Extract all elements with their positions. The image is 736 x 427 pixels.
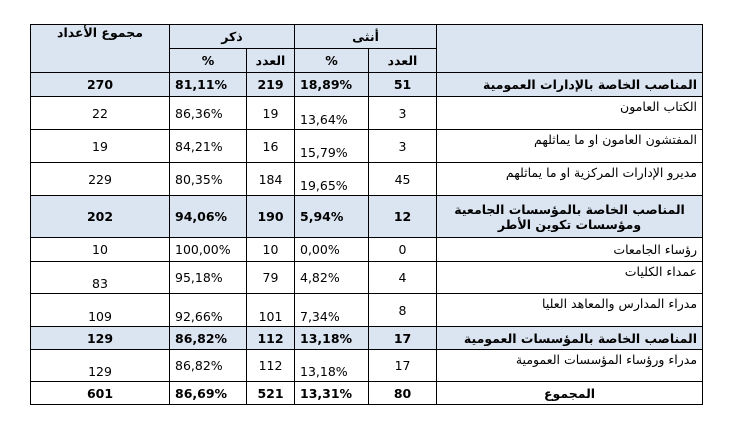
row-label: مدراء المدارس والمعاهد العليا [437,294,703,327]
row-total: 22 [31,97,170,130]
male-percent: 92,66% [170,294,247,327]
female-percent: 7,34% [295,294,369,327]
table-row [31,130,703,163]
table-row [31,97,703,130]
row-total: 19 [31,130,170,163]
row-total: 129 [31,350,170,382]
table-row [31,350,703,382]
table-row [31,196,703,238]
female-percent: 13,18% [295,350,369,382]
male-count: 184 [247,163,295,196]
header-male-percent: % [170,49,247,73]
row-total: 83 [31,262,170,294]
table-row [31,382,703,405]
female-count: 4 [369,262,437,294]
male-percent: 86,82% [170,350,247,382]
row-label: المفتشون العامون او ما يماثلهم [437,130,703,163]
male-count: 112 [247,350,295,382]
female-percent: 18,89% [295,73,369,97]
row-total: 601 [31,382,170,405]
male-count: 79 [247,262,295,294]
female-count: 3 [369,97,437,130]
row-label: الكتاب العامون [437,97,703,130]
row-total: 229 [31,163,170,196]
female-count: 3 [369,130,437,163]
female-count: 8 [369,294,437,327]
header-total: مجموع الأعداد [31,25,170,73]
female-percent: 4,82% [295,262,369,294]
female-count: 17 [369,327,437,350]
header-female-percent: % [295,49,369,73]
male-percent: 94,06% [170,196,247,238]
female-percent: 15,79% [295,130,369,163]
male-count: 112 [247,327,295,350]
header-male: ذكر [170,25,295,49]
row-label: عمداء الكليات [437,262,703,294]
male-count: 16 [247,130,295,163]
row-label: مدراء ورؤساء المؤسسات العمومية [437,350,703,382]
male-percent: 86,82% [170,327,247,350]
table-row [31,163,703,196]
female-percent: 13,18% [295,327,369,350]
header-female-count: العدد [369,49,437,73]
female-count: 45 [369,163,437,196]
male-count: 101 [247,294,295,327]
male-count: 521 [247,382,295,405]
female-percent: 13,31% [295,382,369,405]
male-percent: 80,35% [170,163,247,196]
male-percent: 84,21% [170,130,247,163]
row-label: المناصب الخاصة بالمؤسسات العمومية [437,327,703,350]
row-total: 10 [31,238,170,262]
row-label: المناصب الخاصة بالإدارات العمومية [437,73,703,97]
female-count: 0 [369,238,437,262]
male-percent: 95,18% [170,262,247,294]
row-label: مديرو الإدارات المركزية او ما يماثلهم [437,163,703,196]
row-total: 129 [31,327,170,350]
row-label: رؤساء الجامعات [437,238,703,262]
male-percent: 86,36% [170,97,247,130]
row-label: المناصب الخاصة بالمؤسسات الجامعية ومؤسسات تكوين الأطر [437,196,703,238]
female-percent: 0,00% [295,238,369,262]
statistics-table [30,24,703,405]
table-row [31,294,703,327]
male-percent: 100,00% [170,238,247,262]
male-percent: 81,11% [170,73,247,97]
male-count: 190 [247,196,295,238]
female-percent: 19,65% [295,163,369,196]
row-label: المجموع [437,382,703,405]
female-count: 17 [369,350,437,382]
female-percent: 13,64% [295,97,369,130]
table-row [31,238,703,262]
row-total: 109 [31,294,170,327]
row-total: 202 [31,196,170,238]
table-row [31,327,703,350]
table-row [31,73,703,97]
female-count: 12 [369,196,437,238]
male-count: 219 [247,73,295,97]
female-count: 80 [369,382,437,405]
male-count: 10 [247,238,295,262]
male-count: 19 [247,97,295,130]
row-total: 270 [31,73,170,97]
header-female: أنثى [295,25,437,49]
header-blank [437,25,703,73]
female-count: 51 [369,73,437,97]
header-male-count: العدد [247,49,295,73]
male-percent: 86,69% [170,382,247,405]
female-percent: 5,94% [295,196,369,238]
table-row [31,262,703,294]
